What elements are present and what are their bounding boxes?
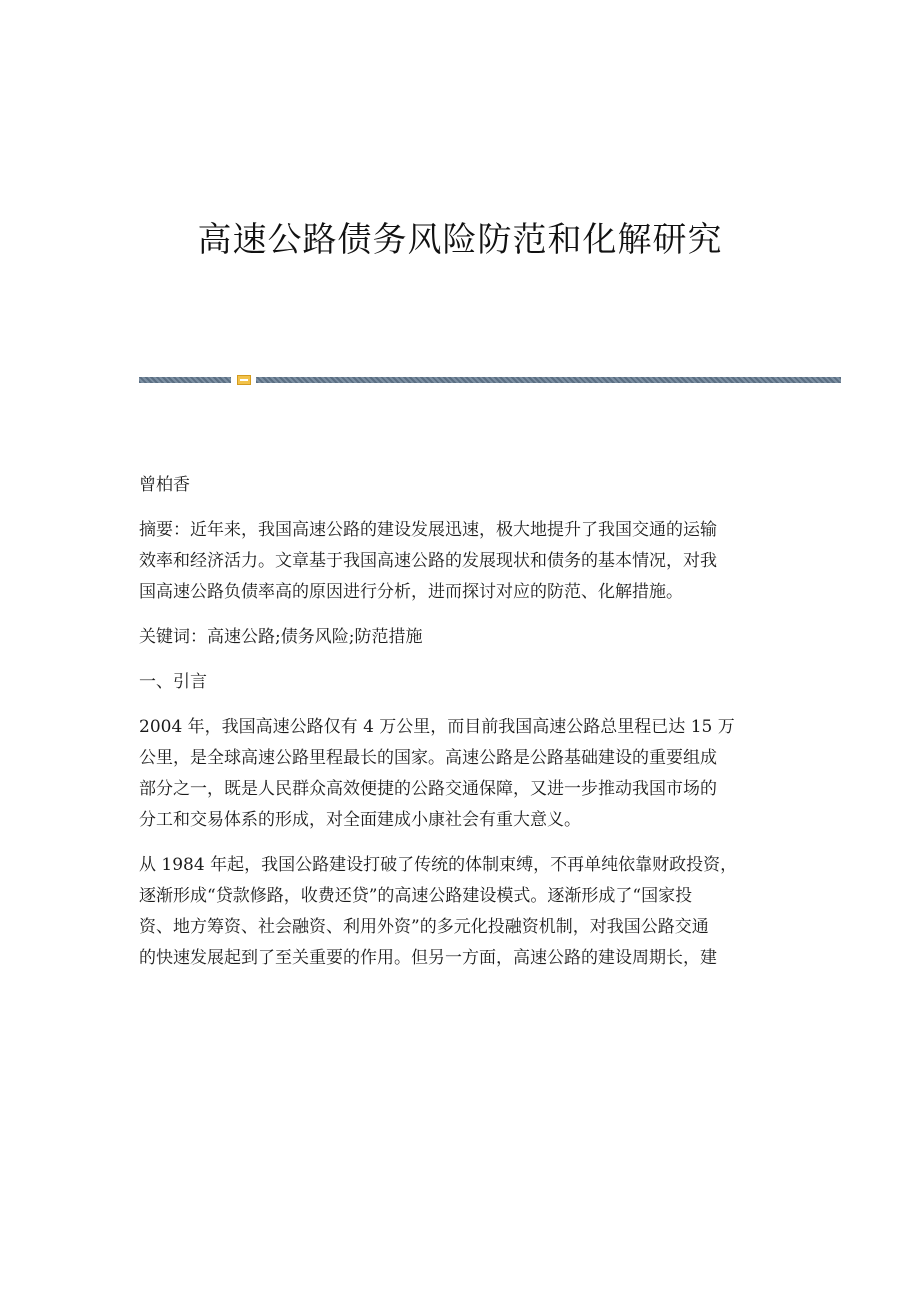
abstract-line: 效率和经济活力。文章基于我国高速公路的发展现状和债务的基本情况，对我 xyxy=(139,551,717,571)
paragraph-line: 公里，是全球高速公路里程最长的国家。高速公路是公路基础建设的重要组成 xyxy=(139,748,717,768)
document-title: 高速公路债务风险防范和化解研究 xyxy=(197,220,723,260)
section-heading-introduction: 一、引言 xyxy=(139,672,207,692)
document-body xyxy=(139,470,771,988)
paragraph-line: 的快速发展起到了至关重要的作用。但另一方面，高速公路的建设周期长，建 xyxy=(139,948,717,968)
title-divider xyxy=(139,375,841,385)
divider-ornament-icon xyxy=(237,375,251,385)
paragraph-1 xyxy=(139,712,771,836)
paragraph-line: 部分之一，既是人民群众高效便捷的公路交通保障，又进一步推动我国市场的 xyxy=(139,779,717,799)
paragraph-line: 分工和交易体系的形成，对全面建成小康社会有重大意义。 xyxy=(139,810,581,830)
paragraph-line: 资、地方筹资、社会融资、利用外资”的多元化投融资机制，对我国公路交通 xyxy=(139,917,709,937)
abstract-line: 国高速公路负债率高的原因进行分析，进而探讨对应的防范、化解措施。 xyxy=(139,582,683,602)
abstract xyxy=(139,515,771,608)
author-name: 曾柏香 xyxy=(139,475,190,495)
abstract-line: 摘要：近年来，我国高速公路的建设发展迅速，极大地提升了我国交通的运输 xyxy=(139,520,717,540)
paragraph-line: 2004 年，我国高速公路仅有 4 万公里，而目前我国高速公路总里程已达 15 万 xyxy=(139,717,735,737)
paragraph-line: 从 1984 年起，我国公路建设打破了传统的体制束缚，不再单纯依靠财政投资， xyxy=(139,855,738,875)
paragraph-line: 逐渐形成“贷款修路，收费还贷”的高速公路建设模式。逐渐形成了“国家投 xyxy=(139,886,693,906)
keywords: 关键词：高速公路;债务风险;防范措施 xyxy=(139,627,423,647)
divider-bar-left xyxy=(139,377,231,383)
divider-bar-right xyxy=(256,377,841,383)
paragraph-2 xyxy=(139,850,771,974)
